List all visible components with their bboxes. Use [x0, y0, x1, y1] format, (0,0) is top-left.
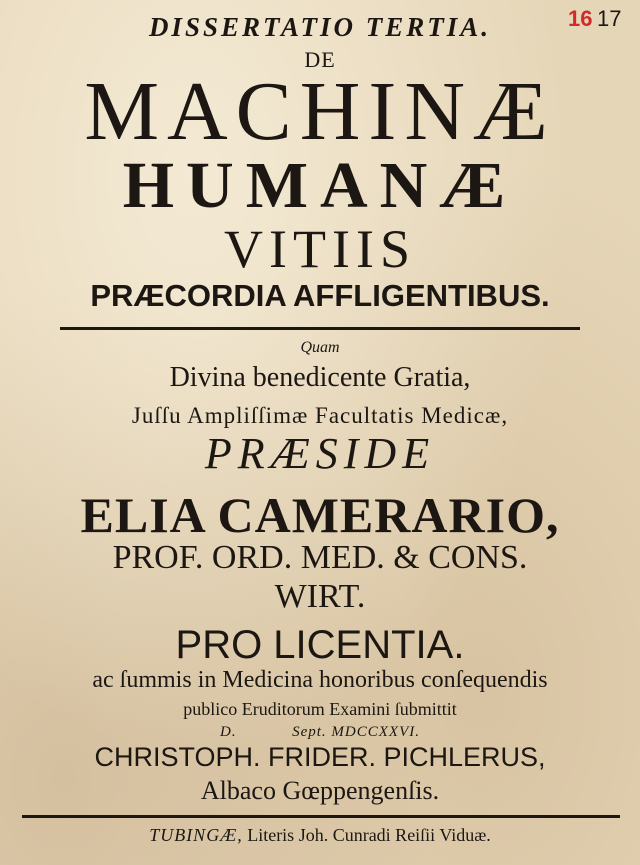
title-line-praecordia: PRÆCORDIA AFFLIGENTIBUS.	[90, 278, 550, 313]
shelfmark-black: 17	[597, 6, 622, 31]
president-title-wirt: WIRT.	[274, 578, 366, 615]
date-day: D.	[220, 724, 237, 740]
date-month-year: Sept. MDCCXXVI.	[292, 724, 420, 740]
publico-line: publico Eruditorum Examini ſubmittit	[183, 699, 457, 719]
quam: Quam	[300, 339, 340, 356]
praeside: PRÆSIDE	[204, 429, 436, 478]
respondent-origin: Albaco Gœppengenſis.	[200, 776, 440, 805]
heading: DISSERTATIO TERTIA.	[148, 12, 492, 42]
imprint-line	[0, 826, 640, 844]
jussu-line: Juſſu Ampliſſimæ Facultatis Medicæ,	[131, 403, 509, 428]
shelfmark-red: 16	[568, 6, 593, 31]
divider-rule-top	[60, 327, 580, 330]
title-line-humanae: HUMANÆ	[122, 149, 518, 222]
pro-licentia: PRO LICENTIA.	[175, 623, 465, 667]
title-line-vitiis: VITIIS	[224, 219, 416, 279]
de: DE	[304, 47, 336, 72]
imprint-city: TUBINGÆ,	[149, 825, 243, 845]
title-line-machinae: MACHINÆ	[84, 65, 556, 158]
divider-rule-bottom	[22, 815, 620, 818]
president-name: ELIA CAMERARIO,	[80, 487, 560, 543]
date-line	[0, 725, 640, 740]
president-title: PROF. ORD. MED. & CONS.	[112, 539, 528, 576]
divina-line: Divina benedicente Gratia,	[169, 362, 471, 393]
ac-summis-line: ac ſummis in Medicina honoribus conſequendis	[92, 667, 548, 693]
imprint-printer: Literis Joh. Cunradi Reiſii Viduæ.	[247, 825, 491, 845]
respondent-name: CHRISTOPH. FRIDER. PICHLERUS,	[94, 742, 546, 772]
